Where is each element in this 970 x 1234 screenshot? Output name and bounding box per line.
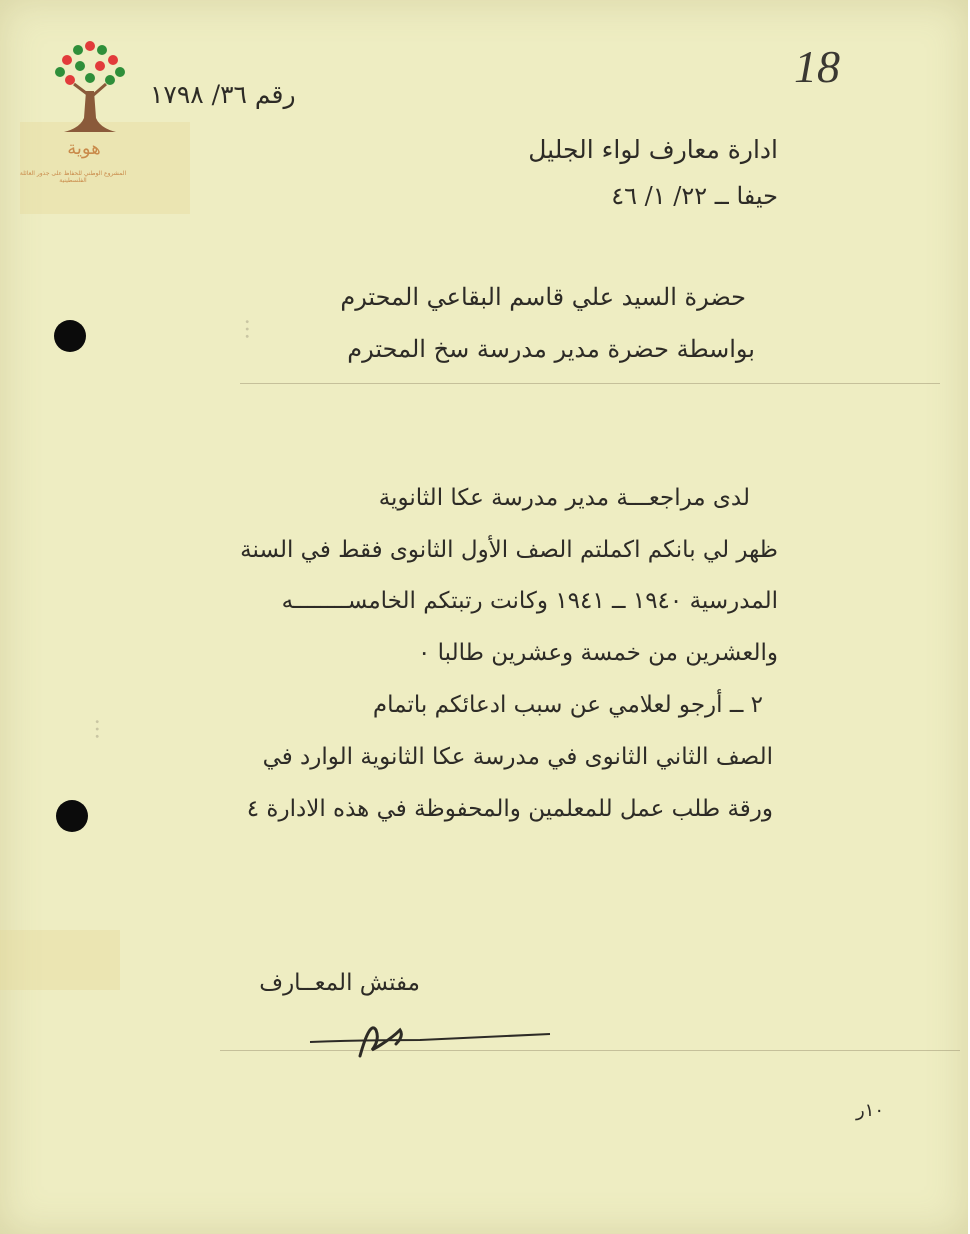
handwritten-signature xyxy=(300,1010,560,1070)
body-line: لدى مراجعـــة مدير مدرسة عكا الثانوية xyxy=(378,485,750,511)
show-through-text: … xyxy=(90,718,115,740)
body-line: ظهر لي بانكم اكملتم الصف الأول الثانوى فقط في السنة xyxy=(240,537,778,563)
stain-band xyxy=(0,930,120,990)
body-line: الصف الثاني الثانوى في مدرسة عكا الثانوية الوارد في xyxy=(262,744,773,770)
addressee-via-line: بواسطة حضرة مدير مدرسة سخ المحترم xyxy=(347,335,755,363)
show-through-text: … xyxy=(240,318,265,340)
ruled-line xyxy=(240,383,940,384)
punch-hole xyxy=(56,800,88,832)
body-line: المدرسية ١٩٤٠ ــ ١٩٤١ وكانت رتبتكم الخامســــــــه xyxy=(281,588,778,614)
reference-number: رقم ٣٦/ ١٧٩٨ xyxy=(150,80,296,109)
logo-wordmark: هوية xyxy=(67,138,101,159)
body-line: ورقة طلب عمل للمعلمين والمحفوظة في هذه الادارة ٤ xyxy=(246,796,773,822)
body-line: والعشرين من خمسة وعشرين طالبا ٠ xyxy=(417,640,778,666)
tree-logo-icon xyxy=(50,36,130,186)
department-name: ادارة معارف لواء الجليل xyxy=(528,135,778,164)
folio-number: 18 xyxy=(794,41,840,92)
logo-caption: المشروع الوطني للحفاظ على جذور العائلة الفلسطينية xyxy=(19,170,127,184)
addressee-line: حضرة السيد علي قاسم البقاعي المحترم xyxy=(340,283,746,311)
place-date: حيفا ــ ٢٢/ ١/ ٤٦ xyxy=(611,182,778,210)
footer-mark: ١٠ر xyxy=(855,1100,884,1121)
punch-hole xyxy=(54,320,86,352)
body-line: ٢ ــ أرجو لعلامي عن سبب ادعائكم باتمام xyxy=(372,692,763,718)
signature-title: مفتش المعــارف xyxy=(259,970,420,996)
